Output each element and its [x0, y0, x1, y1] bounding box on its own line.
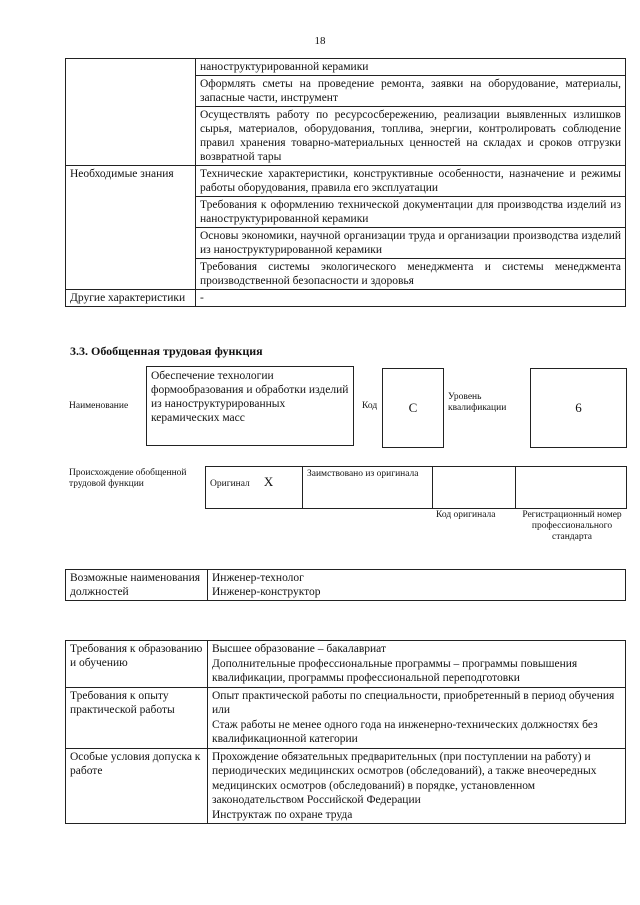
position-line: Инженер-технолог: [212, 572, 304, 584]
level-value-box: [530, 368, 627, 448]
requirement-line: Высшее образование – бакалавриат: [212, 643, 386, 655]
requirements-table: [65, 640, 626, 824]
table-cell: наноструктурированной керамики: [196, 59, 626, 76]
level-value: 6: [575, 400, 582, 415]
name-value: Обеспечение технологии формообразования и обработки изделий из наноструктурированных керамических масс: [151, 370, 349, 424]
table-row: [66, 570, 626, 601]
table-row: [66, 59, 626, 76]
position-line: Инженер-конструктор: [212, 586, 321, 598]
experience-label: Требования к опыту практической работы: [66, 687, 208, 748]
table-cell: Основы экономики, научной организации труда и организации производства изделий из наноструктурированной керамики: [196, 228, 626, 259]
requirement-line: Инструктаж по охране труда: [212, 808, 353, 821]
table-cell: -: [196, 290, 626, 307]
table-row: [66, 748, 626, 824]
requirement-line: Прохождение обязательных предварительных (при поступлении на работу) и периодических медицинских осмотров (обследований), а также внеочередных медицинских осмотров (обследований) в порядке, установленном законодательством Российской Федерации: [212, 750, 597, 806]
code-value: C: [408, 400, 418, 415]
positions-table: [65, 569, 626, 601]
table-row: [206, 467, 627, 509]
borrowed-cell: [303, 467, 433, 509]
education-label: Требования к образованию и обучению: [66, 641, 208, 688]
original-code-cell: [433, 467, 516, 509]
table-row: [66, 290, 626, 307]
reg-number-cell: [516, 467, 627, 509]
section-heading: 3.3. Обобщенная трудовая функция: [70, 344, 263, 358]
row-label-other: Другие характеристики: [66, 290, 196, 307]
original-code-label: Код оригинала: [436, 510, 496, 520]
table-row: [66, 641, 626, 688]
knowledge-skills-table: [65, 58, 626, 307]
table-row: [66, 166, 626, 197]
experience-cell: [208, 687, 626, 748]
requirement-line: Стаж работы не менее одного года на инженерно-технических должностях без квалификационной категории: [212, 718, 598, 745]
origin-table: [205, 466, 627, 509]
code-value-box: [382, 368, 444, 448]
original-cell: [206, 467, 303, 509]
table-cell: Осуществлять работу по ресурсосбережению, реализации выявленных излишков сырья, материалов, оборудования, топлива, энергии, контролировать соблюдение правил хранения товарно-материальных ценностей на складах и сроков отгрузки возвратной тары: [196, 107, 626, 166]
code-label: Код: [362, 401, 378, 411]
table-cell-empty: [66, 59, 196, 166]
table-cell: Технические характеристики, конструктивные особенности, назначение и режимы работы оборудования, правила его эксплуатации: [196, 166, 626, 197]
original-mark: X: [263, 474, 274, 489]
reg-number-label: Регистрационный номер профессионального стандарта: [522, 510, 622, 542]
table-cell: Требования системы экологического менеджмента и системы менеджмента производственной безопасности и здоровья: [196, 259, 626, 290]
positions-label: Возможные наименования должностей: [66, 570, 208, 601]
original-label: Оригинал: [210, 479, 250, 489]
page-number: 18: [314, 35, 326, 47]
admission-label: Особые условия допуска к работе: [66, 748, 208, 824]
name-value-box: [146, 366, 354, 446]
table-row: [66, 687, 626, 748]
positions-cell: [208, 570, 626, 601]
level-label: Уровень квалификации: [448, 392, 507, 413]
table-cell: Требования к оформлению технической документации для производства изделий из наноструктурированной керамики: [196, 197, 626, 228]
table-cell: Оформлять сметы на проведение ремонта, заявки на оборудование, материалы, запасные части, инструмент: [196, 76, 626, 107]
admission-cell: [208, 748, 626, 824]
origin-label: Происхождение обобщенной трудовой функции: [69, 468, 187, 489]
row-label-knowledge: Необходимые знания: [66, 166, 196, 290]
requirement-line: Дополнительные профессиональные программы – программы повышения квалификации, программы профессиональной переподготовки: [212, 657, 578, 684]
requirement-line: Опыт практической работы по специальности, приобретенный в период обучения или: [212, 689, 615, 716]
borrowed-label: Заимствовано из оригинала: [307, 469, 419, 479]
name-label: Наименование: [69, 401, 129, 411]
education-cell: [208, 641, 626, 688]
